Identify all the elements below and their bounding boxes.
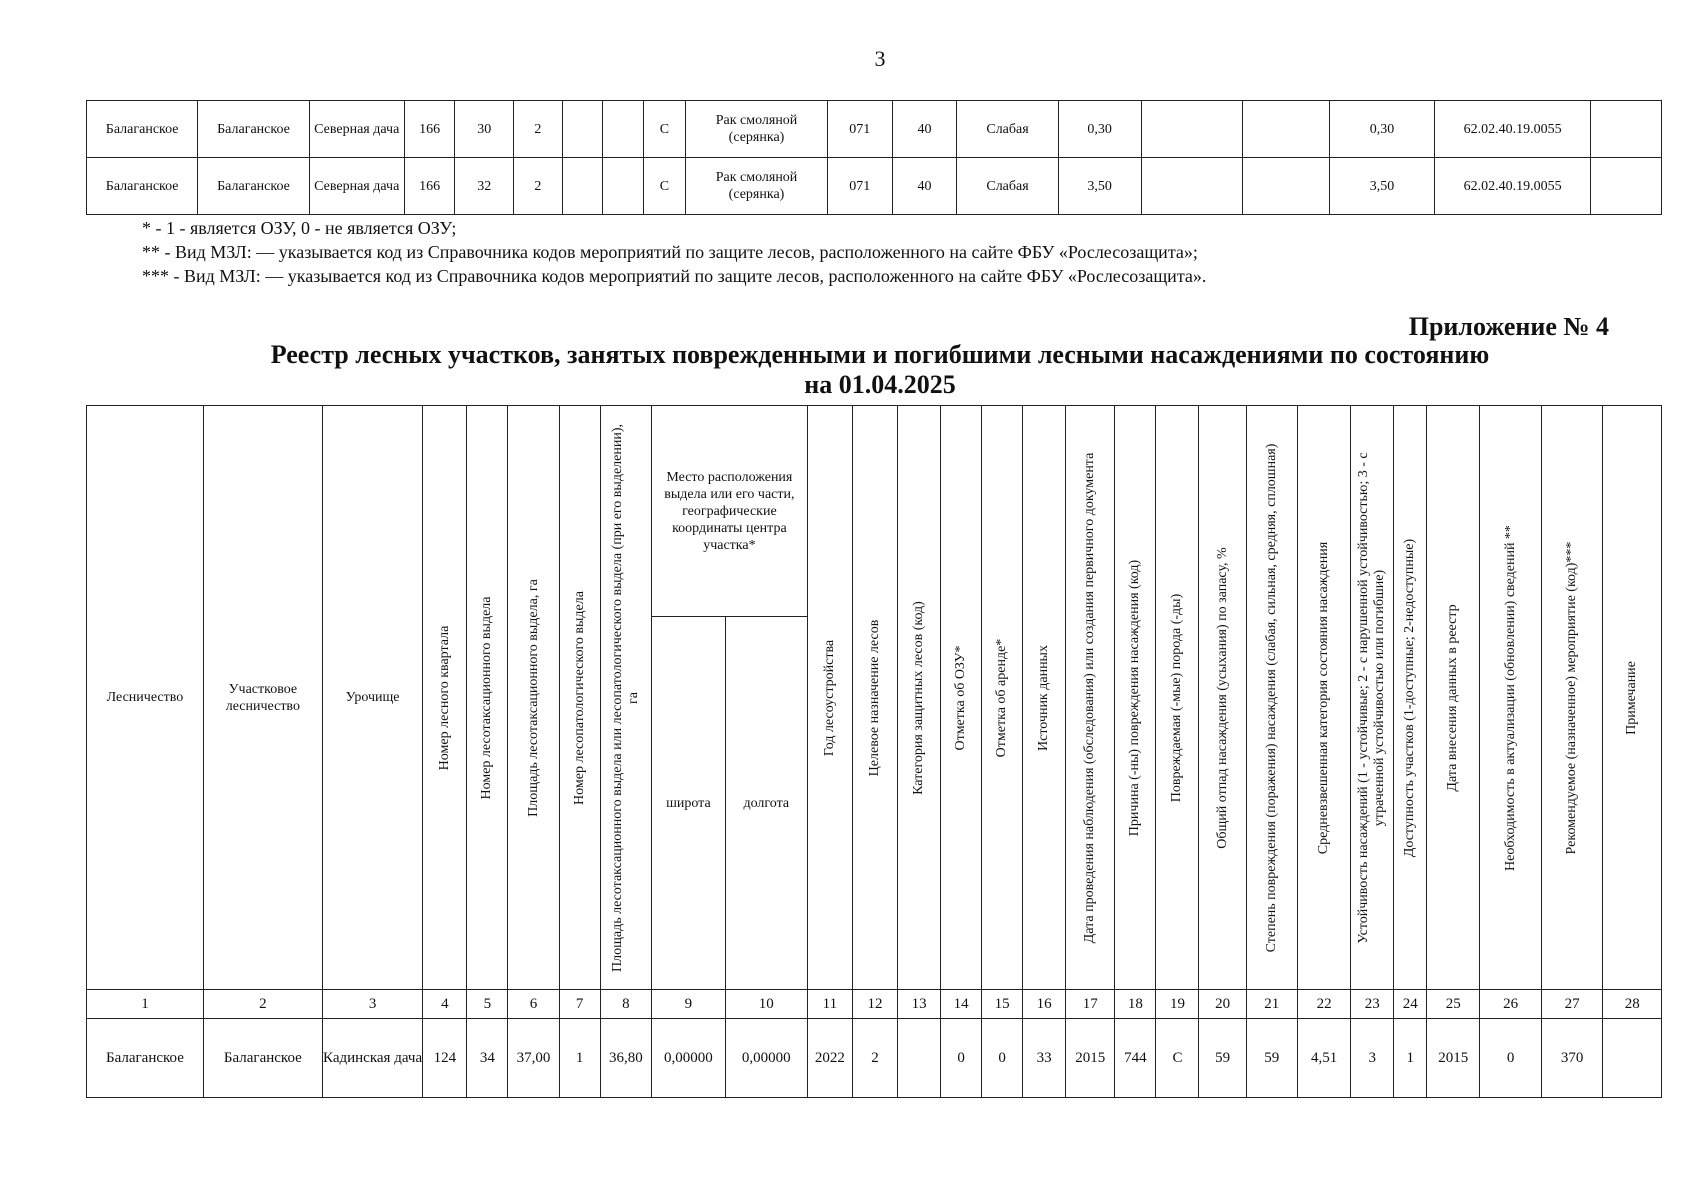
column-number: 15	[982, 990, 1023, 1019]
table-cell: С	[643, 101, 686, 158]
column-number: 4	[423, 990, 467, 1019]
table-cell: 62.02.40.19.0055	[1435, 101, 1591, 158]
table-cell: 2015	[1066, 1019, 1115, 1098]
header-lease-mark: Отметка об аренде*	[982, 406, 1023, 990]
table-cell: 2	[514, 158, 563, 215]
table-cell: 0	[1480, 1019, 1542, 1098]
table-cell: Кадинская дача	[322, 1019, 422, 1098]
column-number: 16	[1023, 990, 1066, 1019]
table-cell: Балаганское	[198, 101, 309, 158]
table-cell: С	[643, 158, 686, 215]
table-cell: 37,00	[508, 1019, 559, 1098]
table-cell: 59	[1199, 1019, 1246, 1098]
table-cell: 1	[1394, 1019, 1427, 1098]
table-cell: 34	[467, 1019, 508, 1098]
column-number: 28	[1603, 990, 1662, 1019]
table-cell: 0,00000	[651, 1019, 725, 1098]
table-row	[87, 101, 1662, 158]
table-cell: Рак смоляной (серянка)	[686, 101, 828, 158]
header-district-forestry: Участковое лесничество	[203, 406, 322, 990]
table-cell: 071	[827, 101, 892, 158]
table-cell: 3	[1351, 1019, 1394, 1098]
column-number: 25	[1427, 990, 1480, 1019]
header-inventory-year: Год лесоустройства	[807, 406, 852, 990]
table-cell	[1242, 158, 1329, 215]
table-cell: 2	[852, 1019, 897, 1098]
column-number: 14	[941, 990, 982, 1019]
column-number: 3	[322, 990, 422, 1019]
column-number: 1	[87, 990, 204, 1019]
header-damage-degree: Степень повреждения (поражения) насаждения (слабая, сильная, средняя, сплошная)	[1246, 406, 1297, 990]
header-allotment-area: Площадь лесотаксационного выдела, га	[508, 406, 559, 990]
column-number: 23	[1351, 990, 1394, 1019]
table-cell: 1	[559, 1019, 600, 1098]
column-number: 2	[203, 990, 322, 1019]
header-recommended-measure: Рекомендуемое (назначенное) мероприятие (код)***	[1541, 406, 1603, 990]
column-number: 10	[725, 990, 807, 1019]
header-pathology-number: Номер лесопатологического выдела	[559, 406, 600, 990]
footnote-1: * - 1 - является ОЗУ, 0 - не является ОЗУ;	[142, 218, 457, 238]
table-cell: 40	[892, 101, 957, 158]
header-longitude: долгота	[725, 617, 807, 990]
table-cell: 071	[827, 158, 892, 215]
column-number: 9	[651, 990, 725, 1019]
table-cell: 0,00000	[725, 1019, 807, 1098]
table-cell: Слабая	[957, 101, 1058, 158]
table-cell	[1603, 1019, 1662, 1098]
table-cell	[1242, 101, 1329, 158]
header-stability: Устойчивость насаждений (1 - устойчивые; 2 - с нарушенной устойчивостью; 3 - с утраченной устойчивостью или погибшие)	[1351, 406, 1394, 990]
table-cell: 3,50	[1058, 158, 1141, 215]
table-cell	[562, 101, 602, 158]
column-number: 17	[1066, 990, 1115, 1019]
table-cell: Балаганское	[87, 158, 198, 215]
table-cell: 370	[1541, 1019, 1603, 1098]
column-number: 5	[467, 990, 508, 1019]
column-number-row	[87, 990, 1662, 1019]
column-number: 20	[1199, 990, 1246, 1019]
header-data-source: Источник данных	[1023, 406, 1066, 990]
header-allotment-number: Номер лесотаксационного выдела	[467, 406, 508, 990]
table-cell	[603, 158, 643, 215]
header-pathology-area: Площадь лесотаксационного выдела или лесопатологического выдела (при его выделении), га	[600, 406, 651, 990]
table-cell: Балаганское	[198, 158, 309, 215]
header-accessibility: Доступность участков (1-доступные; 2-недоступные)	[1394, 406, 1427, 990]
column-number: 19	[1156, 990, 1199, 1019]
table-cell: 59	[1246, 1019, 1297, 1098]
table-cell: 166	[404, 101, 455, 158]
table-cell: 744	[1115, 1019, 1156, 1098]
column-number: 12	[852, 990, 897, 1019]
column-number: 21	[1246, 990, 1297, 1019]
register-table	[86, 405, 1662, 1098]
table-cell: 3,50	[1329, 158, 1434, 215]
table-cell: Северная дача	[309, 101, 404, 158]
header-purpose: Целевое назначение лесов	[852, 406, 897, 990]
footnote-3: *** - Вид МЗЛ: — указывается код из Справочника кодов мероприятий по защите лесов, расположенного на сайте ФБУ «Рослесозащита».	[142, 266, 1207, 286]
table-cell	[898, 1019, 941, 1098]
table-cell: 2015	[1427, 1019, 1480, 1098]
column-number: 27	[1541, 990, 1603, 1019]
table-cell	[562, 158, 602, 215]
document-title	[180, 340, 1580, 400]
table-cell: Слабая	[957, 158, 1058, 215]
table-cell: 0,30	[1058, 101, 1141, 158]
table-cell: Рак смоляной (серянка)	[686, 158, 828, 215]
table-cell: Балаганское	[87, 1019, 204, 1098]
table-cell: 166	[404, 158, 455, 215]
table-cell: Балаганское	[203, 1019, 322, 1098]
header-protective-category: Категория защитных лесов (код)	[898, 406, 941, 990]
table-cell: 4,51	[1297, 1019, 1350, 1098]
table-cell: 0	[941, 1019, 982, 1098]
table-row	[87, 1019, 1662, 1098]
column-number: 18	[1115, 990, 1156, 1019]
footnotes	[142, 216, 1206, 288]
table-cell: 36,80	[600, 1019, 651, 1098]
header-note: Примечание	[1603, 406, 1662, 990]
title-line-1: Реестр лесных участков, занятых поврежденными и погибшими лесными насаждениями по состоянию	[270, 340, 1490, 369]
table-cell	[603, 101, 643, 158]
header-registry-date: Дата внесения данных в реестр	[1427, 406, 1480, 990]
table-cell: 32	[455, 158, 514, 215]
header-condition-category: Средневзвешенная категория состояния насаждения	[1297, 406, 1350, 990]
column-number: 6	[508, 990, 559, 1019]
footnote-2: ** - Вид МЗЛ: — указывается код из Справочника кодов мероприятий по защите лесов, расположенного на сайте ФБУ «Рослесозащита»;	[142, 242, 1198, 262]
table-cell: 0,30	[1329, 101, 1434, 158]
header-observation-date: Дата проведения наблюдения (обследования) или создания первичного документа	[1066, 406, 1115, 990]
title-line-2: на 01.04.2025	[804, 370, 956, 399]
table-cell: 2022	[807, 1019, 852, 1098]
table-cell: 62.02.40.19.0055	[1435, 158, 1591, 215]
header-ozu-mark: Отметка об ОЗУ*	[941, 406, 982, 990]
column-number: 24	[1394, 990, 1427, 1019]
table-cell: Северная дача	[309, 158, 404, 215]
table-cell: 30	[455, 101, 514, 158]
header-forestry: Лесничество	[87, 406, 204, 990]
column-number: 7	[559, 990, 600, 1019]
table-cell: Балаганское	[87, 101, 198, 158]
table-cell: 33	[1023, 1019, 1066, 1098]
header-tract: Урочище	[322, 406, 422, 990]
column-number: 26	[1480, 990, 1542, 1019]
table-cell	[1591, 101, 1662, 158]
header-update-need: Необходимость в актуализации (обновлении) сведений **	[1480, 406, 1542, 990]
column-number: 22	[1297, 990, 1350, 1019]
top-continuation-table	[86, 100, 1662, 215]
table-cell: 40	[892, 158, 957, 215]
table-cell	[1141, 158, 1242, 215]
header-damaged-species: Повреждаемая (-мые) порода (-ды)	[1156, 406, 1199, 990]
table-cell	[1591, 158, 1662, 215]
page-number: 3	[874, 46, 886, 71]
header-damage-cause: Причина (-ны) повреждения насаждения (код)	[1115, 406, 1156, 990]
header-location: Место расположения выдела или его части, географические координаты центра участка*	[651, 406, 807, 617]
table-cell: С	[1156, 1019, 1199, 1098]
table-row	[87, 158, 1662, 215]
column-number: 13	[898, 990, 941, 1019]
column-number: 11	[807, 990, 852, 1019]
table-cell	[1141, 101, 1242, 158]
header-total-dieback: Общий отпад насаждения (усыхания) по запасу, %	[1199, 406, 1246, 990]
appendix-label: Приложение № 4	[1408, 312, 1609, 341]
table-cell: 2	[514, 101, 563, 158]
header-latitude: широта	[651, 617, 725, 990]
table-cell: 124	[423, 1019, 467, 1098]
column-number: 8	[600, 990, 651, 1019]
header-quarter-number: Номер лесного квартала	[423, 406, 467, 990]
table-cell: 0	[982, 1019, 1023, 1098]
